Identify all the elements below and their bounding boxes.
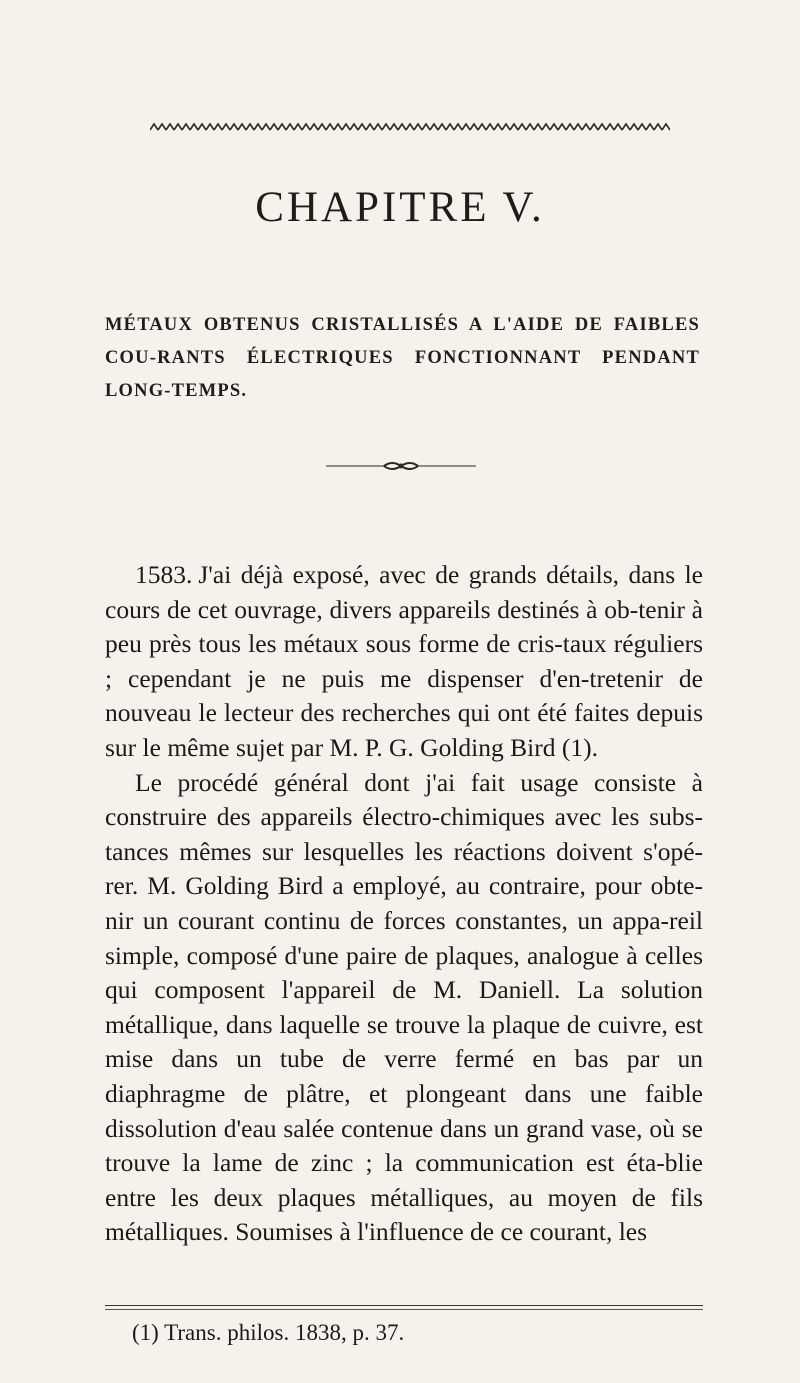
paragraph-text: Le procédé général dont j'ai fait usage consiste à construire des appareils électro-chimiques avec les subs-tances mêmes sur lesquelles les réactions doivent s'opé-rer. M. Golding Bird a employé, au contraire, pour obte-nir un courant continu de forces constantes, un appa-reil simple, composé d'une paire de plaques, analogue à celles qui composent l'appareil de M. Daniell. La solution métallique, dans laquelle se trouve la plaque de cuivre, est mise dans un tube de verre fermé en bas par un diaphragme de plâtre, et plongeant dans une faible dissolution d'eau salée contenue dans un grand vase, où se trouve la lame de zinc ; la communication est éta-blie entre les deux plaques métalliques, au moyen de fils métalliques. Soumises à l'influence de ce courant, les bbox=[105, 767, 703, 1247]
section-separator-ornament bbox=[326, 458, 476, 474]
chapter-subtitle: MÉTAUX OBTENUS CRISTALLISÉS A L'AIDE DE FAIBLES COU-RANTS ÉLECTRIQUES FONCTIONNANT PENDANT LONG-TEMPS. bbox=[105, 315, 700, 401]
paragraph-1583 bbox=[105, 558, 703, 766]
chapter-title: CHAPITRE V. bbox=[255, 184, 545, 231]
paragraph-number: 1583. bbox=[135, 560, 193, 589]
paragraph-continued bbox=[105, 766, 703, 1250]
header-ornament-rule bbox=[150, 122, 670, 132]
footnote: (1) Trans. philos. 1838, p. 37. bbox=[132, 1320, 405, 1345]
footnote-rule bbox=[105, 1305, 703, 1306]
body-text bbox=[105, 558, 703, 1250]
footnote-rule-double bbox=[105, 1309, 703, 1310]
paragraph-text: J'ai déjà exposé, avec de grands détails, dans le cours de cet ouvrage, divers appareils destinés à ob-tenir à peu près tous les métaux sous forme de cris-taux réguliers ; cependant je ne puis me dispenser d'en-tretenir de nouveau le lecteur des recherches qui ont été faites depuis sur le même sujet par M. P. G. Golding Bird (1). bbox=[105, 560, 703, 762]
